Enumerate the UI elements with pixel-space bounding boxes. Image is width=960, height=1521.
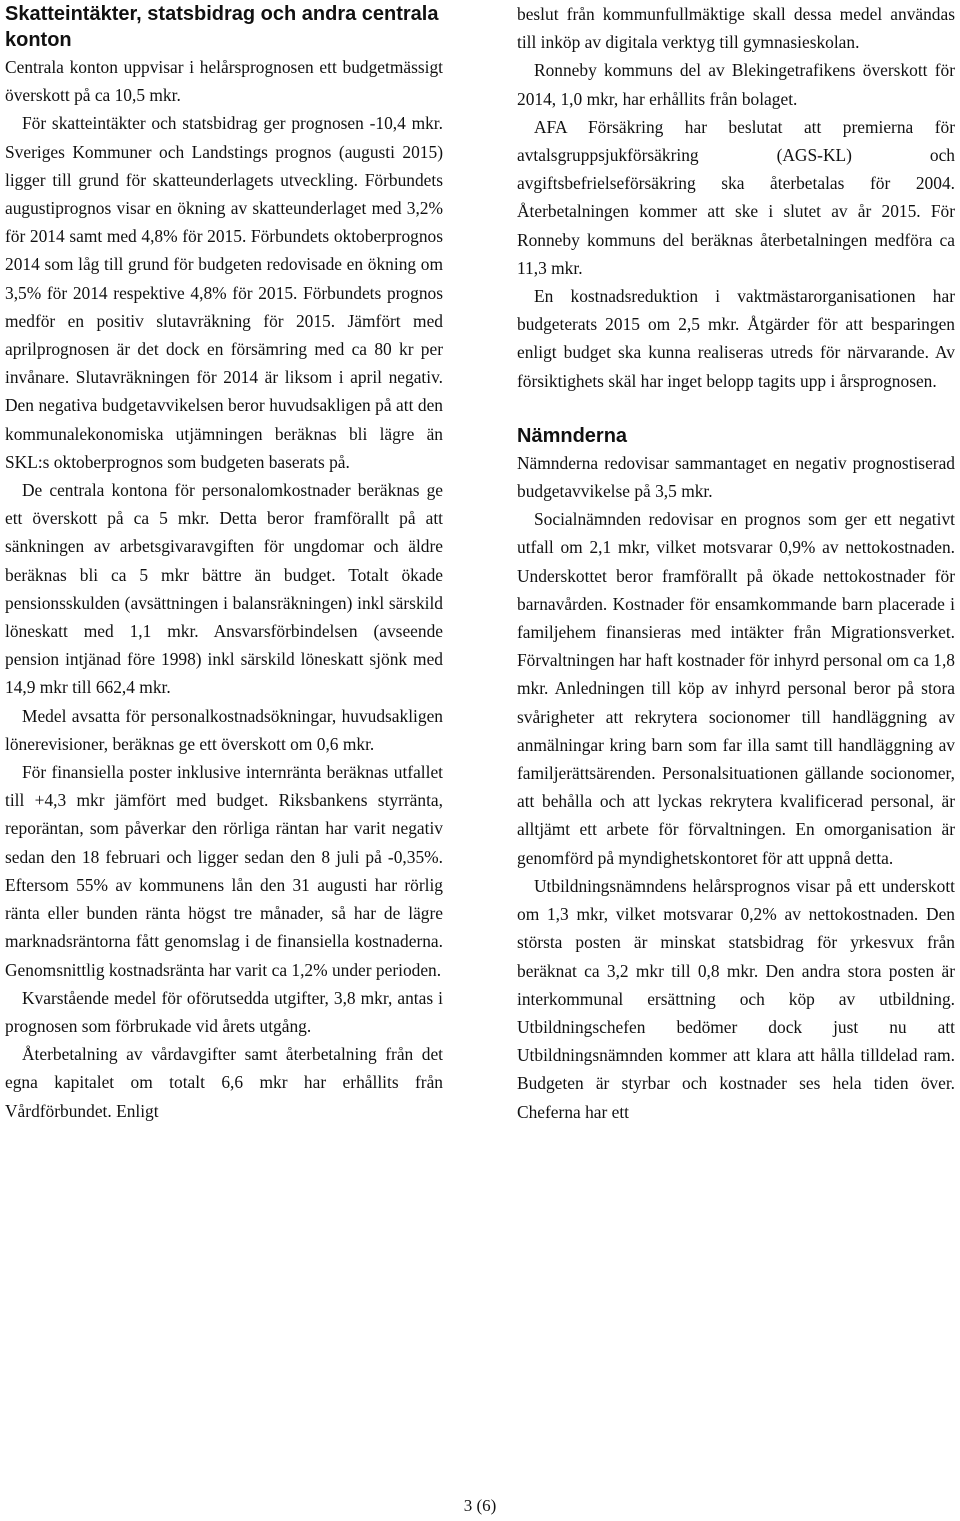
paragraph: Socialnämnden redovisar en prognos som ger ett negativt utfall om 2,1 mkr, vilket motsvarar 0,9% av nettokostnaden. Underskottet beror framförallt på ökade nettokostnader för barnavården. Kostnader för ensamkommande barn placerade i familjehem finansieras med intäkter från Migrationsverket. Förvaltningen har haft kostnader för inhyrd personal om ca 1,8 mkr. Anledningen till köp av inhyrd personal beror på stora svårigheter att rekrytera socionomer till handläggning av anmälningar kring barn som far illa samt till handläggning av familjerättsärenden. Personalsituationen gällande socionomer, att behålla och att lyckas rekrytera kvalificerad personal, är alltjämt ett arbete för förvaltningen. En omorganisation är genomförd på myndighetskontoret för att uppnå detta. bbox=[517, 509, 955, 868]
paragraph: Återbetalning av vårdavgifter samt återbetalning från det egna kapitalet om totalt 6,6 mkr har erhållits från Vårdförbundet. Enligt bbox=[5, 1044, 443, 1121]
paragraph: Kvarstående medel för oförutsedda utgifter, 3,8 mkr, antas i prognosen som förbrukade vid årets utgång. bbox=[5, 987, 443, 1036]
paragraph: För skatteintäkter och statsbidrag ger prognosen -10,4 mkr. Sveriges Kommuner och Landstings prognos (augusti 2015) ligger till grund för skatteunderlagets utveckling. Förbundets augustiprognos visar en ökning av skatteunderlaget med 3,2% för 2014 samt med 4,8% för 2015. Förbundets oktoberprognos 2014 som låg till grund för budgeten redovisade en ökning om 3,5% för 2014 respektive 4,8% för 2015. Förbundets prognos medför en positiv slutavräkning för 2015. Jämfört med aprilprognosen är det dock en försämring med ca 80 kr per invånare. Slutavräkningen för 2014 är liksom i april negativ. Den negativa budgetavvikelsen beror huvudsakligen på att den kommunalekonomiska utjämningen beräknas bli lägre än SKL:s oktoberprognos som budgeten baserats på. bbox=[5, 113, 443, 472]
paragraph: De centrala kontona för personalomkostnader beräknas ge ett överskott på ca 5 mkr. Detta beror framförallt på att sänkningen av arbetsgivaravgiften för ungdomar och äldre beräknas bli ca 5 mkr bättre än budget. Totalt ökade pensionsskulden (avsättningen i balansräkningen) inkl särskild löneskatt med 1,1 mkr. Ansvarsförbindelsen (avseende pension intjänad före 1998) inkl särskild löneskatt sjönk med 14,9 mkr till 662,4 mkr. bbox=[5, 480, 443, 698]
page-number: 3 (6) bbox=[463, 1496, 497, 1515]
paragraph: En kostnadsreduktion i vaktmästarorganisationen har budgeterats 2015 om 2,5 mkr. Åtgärder för att besparingen enligt budget ska kunna realiseras utreds för närvarande. Av försiktighets skäl har inget belopp tagits upp i årsprognosen. bbox=[517, 286, 955, 391]
right-column bbox=[517, 0, 955, 1126]
paragraph: Medel avsatta för personalkostnadsökningar, huvudsakligen lönerevisioner, beräknas ge ett överskott om 0,6 mkr. bbox=[5, 705, 443, 754]
section-heading-tax-revenue: Skatteintäkter, statsbidrag och andra centrala konton bbox=[5, 3, 439, 51]
paragraph: Utbildningsnämndens helårsprognos visar på ett underskott om 1,3 mkr, vilket motsvarar 0,2% av nettokostnaden. Den största posten är minskat statsbidrag för yrkesvux från beräknat ca 3,2 mkr till 0,8 mkr. Den andra stora posten är interkommunal ersättning och köp av utbildning. Utbildningschefen bedömer dock just nu att Utbildningsnämnden kommer att klara att hålla tilldelad ram. Budgeten är styrbar och kostnader ses hela tiden över. Cheferna har ett bbox=[517, 875, 955, 1122]
paragraph: Ronneby kommuns del av Blekingetrafikens överskott för 2014, 1,0 mkr, har erhållits från bolaget. bbox=[517, 60, 955, 109]
paragraph: AFA Försäkring har beslutat att premierna för avtalsgruppsjukförsäkring (AGS-KL) och avgiftsbefrielseförsäkring ska återbetalas för 2004. Återbetalningen kommer att ske i slutet av år 2015. För Ronneby kommuns del beräknas återbetalningen medföra ca 11,3 mkr. bbox=[517, 116, 955, 278]
left-column bbox=[5, 0, 443, 1125]
paragraph: beslut från kommunfullmäktige skall dessa medel användas till inköp av digitala verktyg till gymnasieskolan. bbox=[517, 4, 955, 53]
paragraph: Nämnderna redovisar sammantaget en negativ prognostiserad budgetavvikelse på 3,5 mkr. bbox=[517, 452, 955, 502]
section-heading-committees: Nämnderna bbox=[517, 424, 628, 447]
paragraph: Centrala konton uppvisar i helårsprognosen ett budgetmässigt överskott på ca 10,5 mkr. bbox=[5, 57, 443, 106]
paragraph: För finansiella poster inklusive internränta beräknas utfallet till +4,3 mkr jämfört med budget. Riksbankens styrränta, reporäntan, som påverkar den rörliga räntan har varit negativ sedan den 18 februari och ligger sedan den 8 juli på -0,35%. Eftersom 55% av kommunens lån den 31 augusti har rörlig ränta eller bunden ränta högst tre månader, så har de lägre marknadsräntorna fått genomslag i de finansiella kostnaderna. Genomsnittlig kostnadsränta har varit ca 1,2% under perioden. bbox=[5, 762, 443, 980]
